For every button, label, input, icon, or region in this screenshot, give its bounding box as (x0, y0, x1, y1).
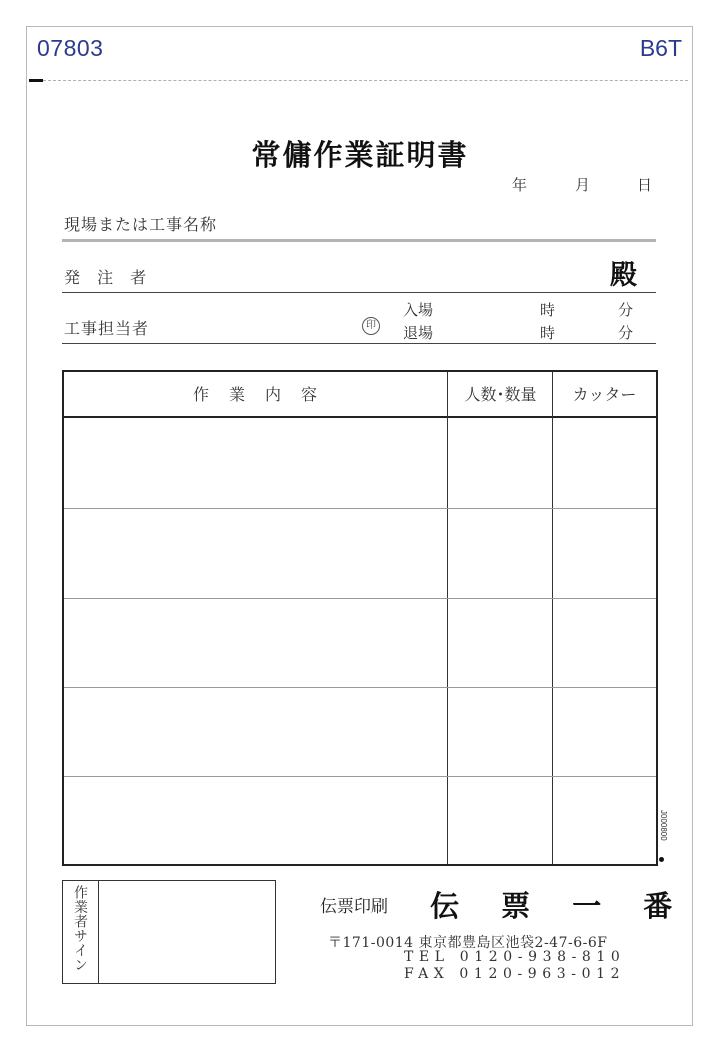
perforation-line (43, 80, 688, 81)
table-row-divider (64, 687, 656, 688)
column-divider (447, 372, 448, 864)
supervisor-label: 工事担当者 (64, 319, 150, 338)
printer-label: 伝票印刷 (320, 897, 388, 917)
table-row-divider (64, 598, 656, 599)
column-header-work: 作 業 内 容 (64, 372, 448, 418)
date-year-label: 年 (512, 176, 528, 194)
signature-box[interactable] (62, 880, 276, 984)
form-title: 常傭作業証明書 (251, 138, 469, 172)
honorific-label: 殿 (610, 260, 638, 291)
entry-hour-label: 時 (540, 301, 556, 319)
entry-label: 入場 (403, 301, 434, 319)
signature-label: 作業者サイン (63, 881, 99, 983)
serial-dot (659, 857, 664, 862)
site-name-label: 現場または工事名称 (64, 215, 218, 234)
seal-mark: 印 (362, 317, 380, 335)
orderer-line[interactable] (62, 292, 656, 293)
fax-number: FAX 0120-963-012 (404, 966, 626, 982)
form-code: 07803 (37, 35, 104, 61)
work-table (62, 370, 658, 866)
date-month-label: 月 (575, 176, 591, 194)
date-day-label: 日 (637, 176, 653, 194)
postal-address: 〒171-0014 東京都豊島区池袋2-47-6-6F (328, 935, 608, 951)
exit-hour-label: 時 (540, 324, 556, 342)
table-row-divider (64, 776, 656, 777)
supervisor-line[interactable] (62, 343, 656, 344)
table-row-divider (64, 508, 656, 509)
perforation-mark (29, 79, 43, 82)
orderer-label: 発 注 者 (64, 268, 153, 287)
exit-minute-label: 分 (618, 324, 634, 342)
column-divider (552, 372, 553, 864)
brand-name: 伝 票 一 番 (430, 889, 689, 923)
site-name-line[interactable] (62, 239, 656, 242)
column-header-cutter: カッター (553, 372, 656, 418)
phone-number: TEL 0120-938-810 (404, 949, 626, 965)
paper-size: B6T (639, 35, 682, 61)
entry-minute-label: 分 (618, 301, 634, 319)
serial-number: J000800 (659, 810, 668, 841)
column-header-quantity: 人数･数量 (448, 372, 553, 418)
exit-label: 退場 (403, 324, 434, 342)
